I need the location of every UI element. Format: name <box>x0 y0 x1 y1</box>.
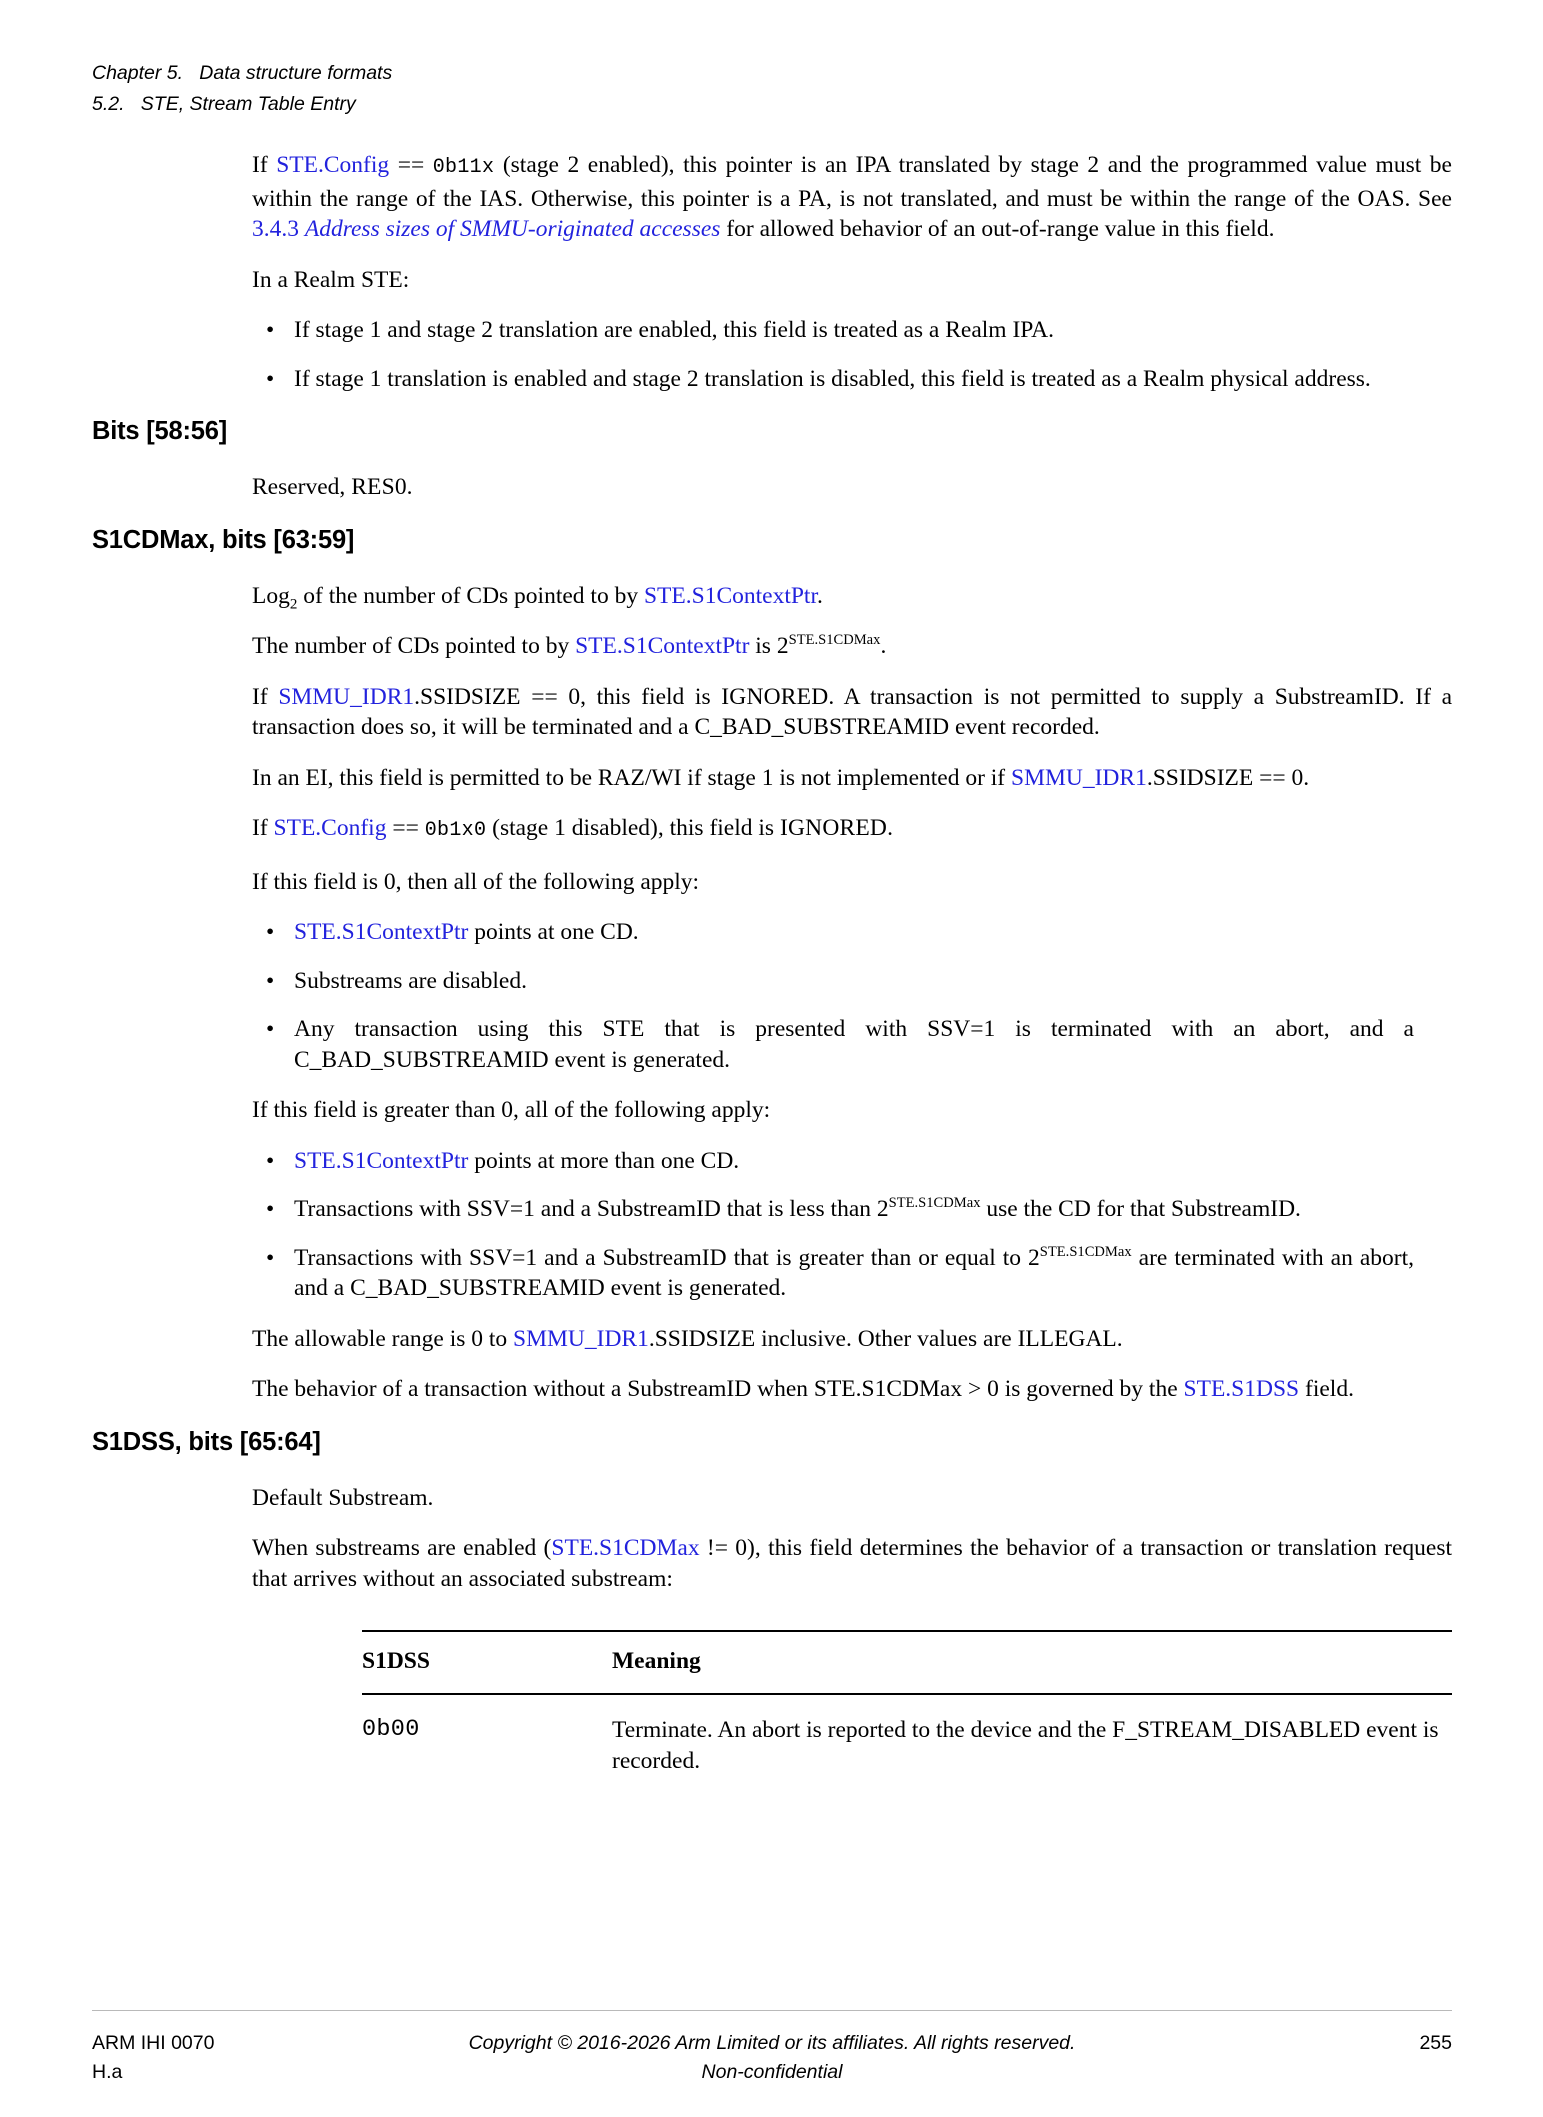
reserved-text: Reserved, <box>252 474 352 500</box>
footer-confidentiality: Non-confidential <box>701 2061 843 2083</box>
link-ste-s1cdmax[interactable]: STE.S1CDMax <box>551 1535 700 1561</box>
list-item <box>252 315 1452 346</box>
s1dss-table-wrapper <box>362 1630 1452 1780</box>
bits-58-56-block <box>252 472 1452 503</box>
bullet-glyph: • <box>266 1196 275 1222</box>
list-item <box>252 1014 1414 1075</box>
table-row <box>362 1694 1452 1780</box>
list-item <box>252 1146 1414 1177</box>
link-ste-config[interactable]: STE.Config <box>276 152 390 178</box>
s1cdmax-paragraph-6: If this field is 0, then all of the following apply: <box>252 868 700 895</box>
s1cdmax-p9-text-a: The behavior of a transaction without a SubstreamID when STE.S1CDMax > 0 is governed by the <box>252 1376 1184 1402</box>
s1cdmax-p8-text-a: The allowable range is 0 to <box>252 1325 514 1352</box>
s1cdmax-gt-bullet-list <box>252 1146 1414 1304</box>
bullet-glyph: • <box>266 919 275 945</box>
link-ste-s1contextptr[interactable]: STE.S1ContextPtr <box>575 633 750 659</box>
bullet-glyph: • <box>266 1147 275 1174</box>
link-ste-s1contextptr[interactable]: STE.S1ContextPtr <box>643 582 817 609</box>
xref-number-343[interactable]: 3.4.3 <box>252 216 299 242</box>
heading-s1cdmax: S1CDMax, bits [63:59] <box>92 525 355 554</box>
gt-bullet-2-post: use the CD for that SubstreamID. <box>980 1196 1301 1222</box>
code-0b11x: 0b11x <box>432 156 495 179</box>
s1cdmax-p4-text-a: In an EI, this field is permitted to be RAZ/WI if stage 1 is not implemented or if <box>252 764 1012 791</box>
intro-p1-text-b: == <box>389 152 433 178</box>
code-0b1x0: 0b1x0 <box>424 819 487 842</box>
s1cdmax-paragraph-1 <box>252 581 1452 612</box>
footer-row-2 <box>92 2058 1452 2087</box>
superscript-ste-s1cdmax: STE.S1CDMax <box>888 1195 981 1212</box>
log-text: Log <box>252 582 290 609</box>
s1cdmax-p1-text-b: of the number of CDs pointed to by <box>297 582 644 609</box>
list-item <box>252 917 1414 948</box>
running-header-section: 5.2. STE, Stream Table Entry <box>92 93 356 115</box>
intro-bullet-2-text: If stage 1 translation is enabled and stage 2 translation is disabled, this field is treated as a Realm physical address. <box>294 365 1371 392</box>
running-header <box>92 58 392 120</box>
link-ste-s1dss[interactable]: STE.S1DSS <box>1183 1376 1300 1402</box>
list-item <box>252 364 1452 395</box>
log-subscript-2: 2 <box>289 596 298 613</box>
intro-block <box>252 150 1452 394</box>
xref-title-address-sizes[interactable]: Address sizes of SMMU-originated accesses <box>304 216 721 242</box>
s1cdmax-p3-text-a: If <box>252 683 279 710</box>
s1dss-paragraph-2 <box>252 1533 1452 1594</box>
heading-s1dss: S1DSS, bits [65:64] <box>92 1427 321 1456</box>
s1cdmax-p5-text-a: If <box>252 815 274 841</box>
zero-bullet-3-text: Any transaction using this STE that is presented with SSV=1 is terminated with an abort, and a C_BAD_SUBSTREAMID event is generated. <box>294 1016 1414 1073</box>
link-ste-s1contextptr[interactable]: STE.S1ContextPtr <box>294 1147 469 1174</box>
bullet-glyph: • <box>266 365 275 392</box>
s1cdmax-p2-text-c: . <box>880 633 887 659</box>
res0-suffix: 0. <box>394 474 413 500</box>
s1cdmax-p2-text-b: is 2 <box>749 633 789 659</box>
s1cdmax-p1-text-c: . <box>816 582 823 609</box>
heading-bits-58-56: Bits [58:56] <box>92 417 228 445</box>
list-item <box>252 1243 1414 1304</box>
res0-smallcaps: RES <box>351 474 395 500</box>
s1cdmax-paragraph-4 <box>252 763 1452 794</box>
s1cdmax-paragraph-9 <box>252 1374 1452 1405</box>
link-smmu-idr1[interactable]: SMMU_IDR1 <box>513 1325 649 1352</box>
intro-p1-text-a: If <box>252 152 277 178</box>
bullet-glyph: • <box>266 967 275 994</box>
footer-row-1 <box>92 2029 1452 2058</box>
list-item <box>252 1194 1414 1225</box>
table-cell-code: 0b00 <box>362 1716 420 1743</box>
s1cdmax-p2-text-a: The number of CDs pointed to by <box>252 633 576 659</box>
s1dss-p2-text-a: When substreams are enabled ( <box>252 1535 552 1561</box>
gt-bullet-3-pre: Transactions with SSV=1 and a SubstreamID that is greater than or equal to 2 <box>294 1244 1040 1271</box>
zero-bullet-2-text: Substreams are disabled. <box>294 967 527 994</box>
s1cdmax-paragraph-2 <box>252 631 1452 662</box>
table-body <box>362 1694 1452 1780</box>
s1cdmax-block <box>252 581 1452 1405</box>
table-col-header-meaning: Meaning <box>612 1648 701 1674</box>
gt-bullet-2-pre: Transactions with SSV=1 and a SubstreamID that is less than 2 <box>294 1196 889 1222</box>
intro-bullet-list <box>252 315 1452 394</box>
s1dss-paragraph-1: Default Substream. <box>252 1484 434 1511</box>
footer-page-number: 255 <box>1419 2032 1452 2054</box>
superscript-ste-s1cdmax: STE.S1CDMax <box>1039 1243 1132 1260</box>
intro-paragraph-1 <box>252 150 1452 245</box>
bits-58-56-reserved <box>252 472 1452 503</box>
table-header-row <box>362 1631 1452 1694</box>
s1cdmax-paragraph-3 <box>252 682 1452 743</box>
gt-bullet-1-text: points at more than one CD. <box>468 1147 740 1174</box>
footer-copyright: Copyright © 2016-2026 Arm Limited or its affiliates. All rights reserved. <box>468 2032 1076 2054</box>
s1cdmax-p3-text-b: .SSIDSIZE == 0, this field is <box>414 683 722 710</box>
s1dss-p2-text-b: != 0), this field determines the behavior of a transaction or translation request that arrives without an associated substream: <box>252 1535 1453 1592</box>
intro-p1-text-d: for allowed behavior of an out-of-range value in this field. <box>720 216 1275 242</box>
bullet-glyph: • <box>266 317 275 343</box>
s1cdmax-p5-text-c: (stage 1 disabled), this field is <box>486 815 780 841</box>
page-content <box>92 150 1452 1780</box>
s1cdmax-p9-text-b: field. <box>1299 1376 1354 1402</box>
s1cdmax-paragraph-5 <box>252 813 1452 847</box>
s1cdmax-zero-bullet-list <box>252 917 1414 1075</box>
running-header-chapter: Chapter 5. Data structure formats <box>92 62 393 84</box>
ignored-smallcaps: IGNORED <box>721 683 829 710</box>
s1cdmax-p8-text-b: .SSIDSIZE inclusive. Other values are ILLEGAL. <box>648 1325 1123 1352</box>
intro-paragraph-2: In a Realm STE: <box>252 266 410 293</box>
page-footer <box>92 2010 1452 2087</box>
s1cdmax-p4-text-b: .SSIDSIZE == 0. <box>1146 764 1310 791</box>
table-col-header-s1dss: S1DSS <box>362 1648 430 1674</box>
link-ste-config[interactable]: STE.Config <box>273 815 387 841</box>
s1dss-block <box>252 1483 1452 1595</box>
link-ste-s1contextptr[interactable]: STE.S1ContextPtr <box>294 919 469 945</box>
footer-doc-revision: H.a <box>92 2061 123 2083</box>
intro-p1-text-c: (stage 2 enabled), this pointer is an IPA translated by stage 2 and the programmed value must be within the range of the IAS. Otherwise, this pointer is a PA, is not translated, and must be within the range of the OAS. See <box>252 152 1452 212</box>
table-cell-meaning: Terminate. An abort is reported to the device and the F_STREAM_DISABLED event is recorded. <box>612 1717 1439 1774</box>
s1cdmax-paragraph-8 <box>252 1324 1452 1355</box>
footer-doc-id: ARM IHI 0070 <box>92 2032 215 2054</box>
footer-rule <box>92 2010 1452 2011</box>
bullet-glyph: • <box>266 1244 275 1271</box>
s1cdmax-p3-text-c: . A transaction is not permitted to supply a SubstreamID. If a transaction does so, it will be terminated and a C_BAD_SUBSTREAMID event recorded. <box>252 683 1452 740</box>
ignored-smallcaps: IGNORED <box>779 815 888 841</box>
table-head <box>362 1631 1452 1694</box>
s1cdmax-p5-text-b: == <box>386 815 425 841</box>
link-smmu-idr1[interactable]: SMMU_IDR1 <box>278 683 415 710</box>
link-smmu-idr1[interactable]: SMMU_IDR1 <box>1011 764 1147 791</box>
bullet-glyph: • <box>266 1016 275 1042</box>
zero-bullet-1-text: points at one CD. <box>468 919 639 945</box>
s1cdmax-p5-text-d: . <box>887 815 893 841</box>
s1dss-table <box>362 1630 1452 1780</box>
list-item <box>252 966 1414 997</box>
gt-bullet-3-post: are terminated with an abort, and a C_BAD_SUBSTREAMID event is generated. <box>294 1244 1415 1301</box>
superscript-ste-s1cdmax: STE.S1CDMax <box>788 632 881 649</box>
intro-bullet-1-text: If stage 1 and stage 2 translation are enabled, this field is treated as a Realm IPA. <box>294 317 1055 343</box>
s1cdmax-paragraph-7: If this field is greater than 0, all of the following apply: <box>252 1097 771 1123</box>
